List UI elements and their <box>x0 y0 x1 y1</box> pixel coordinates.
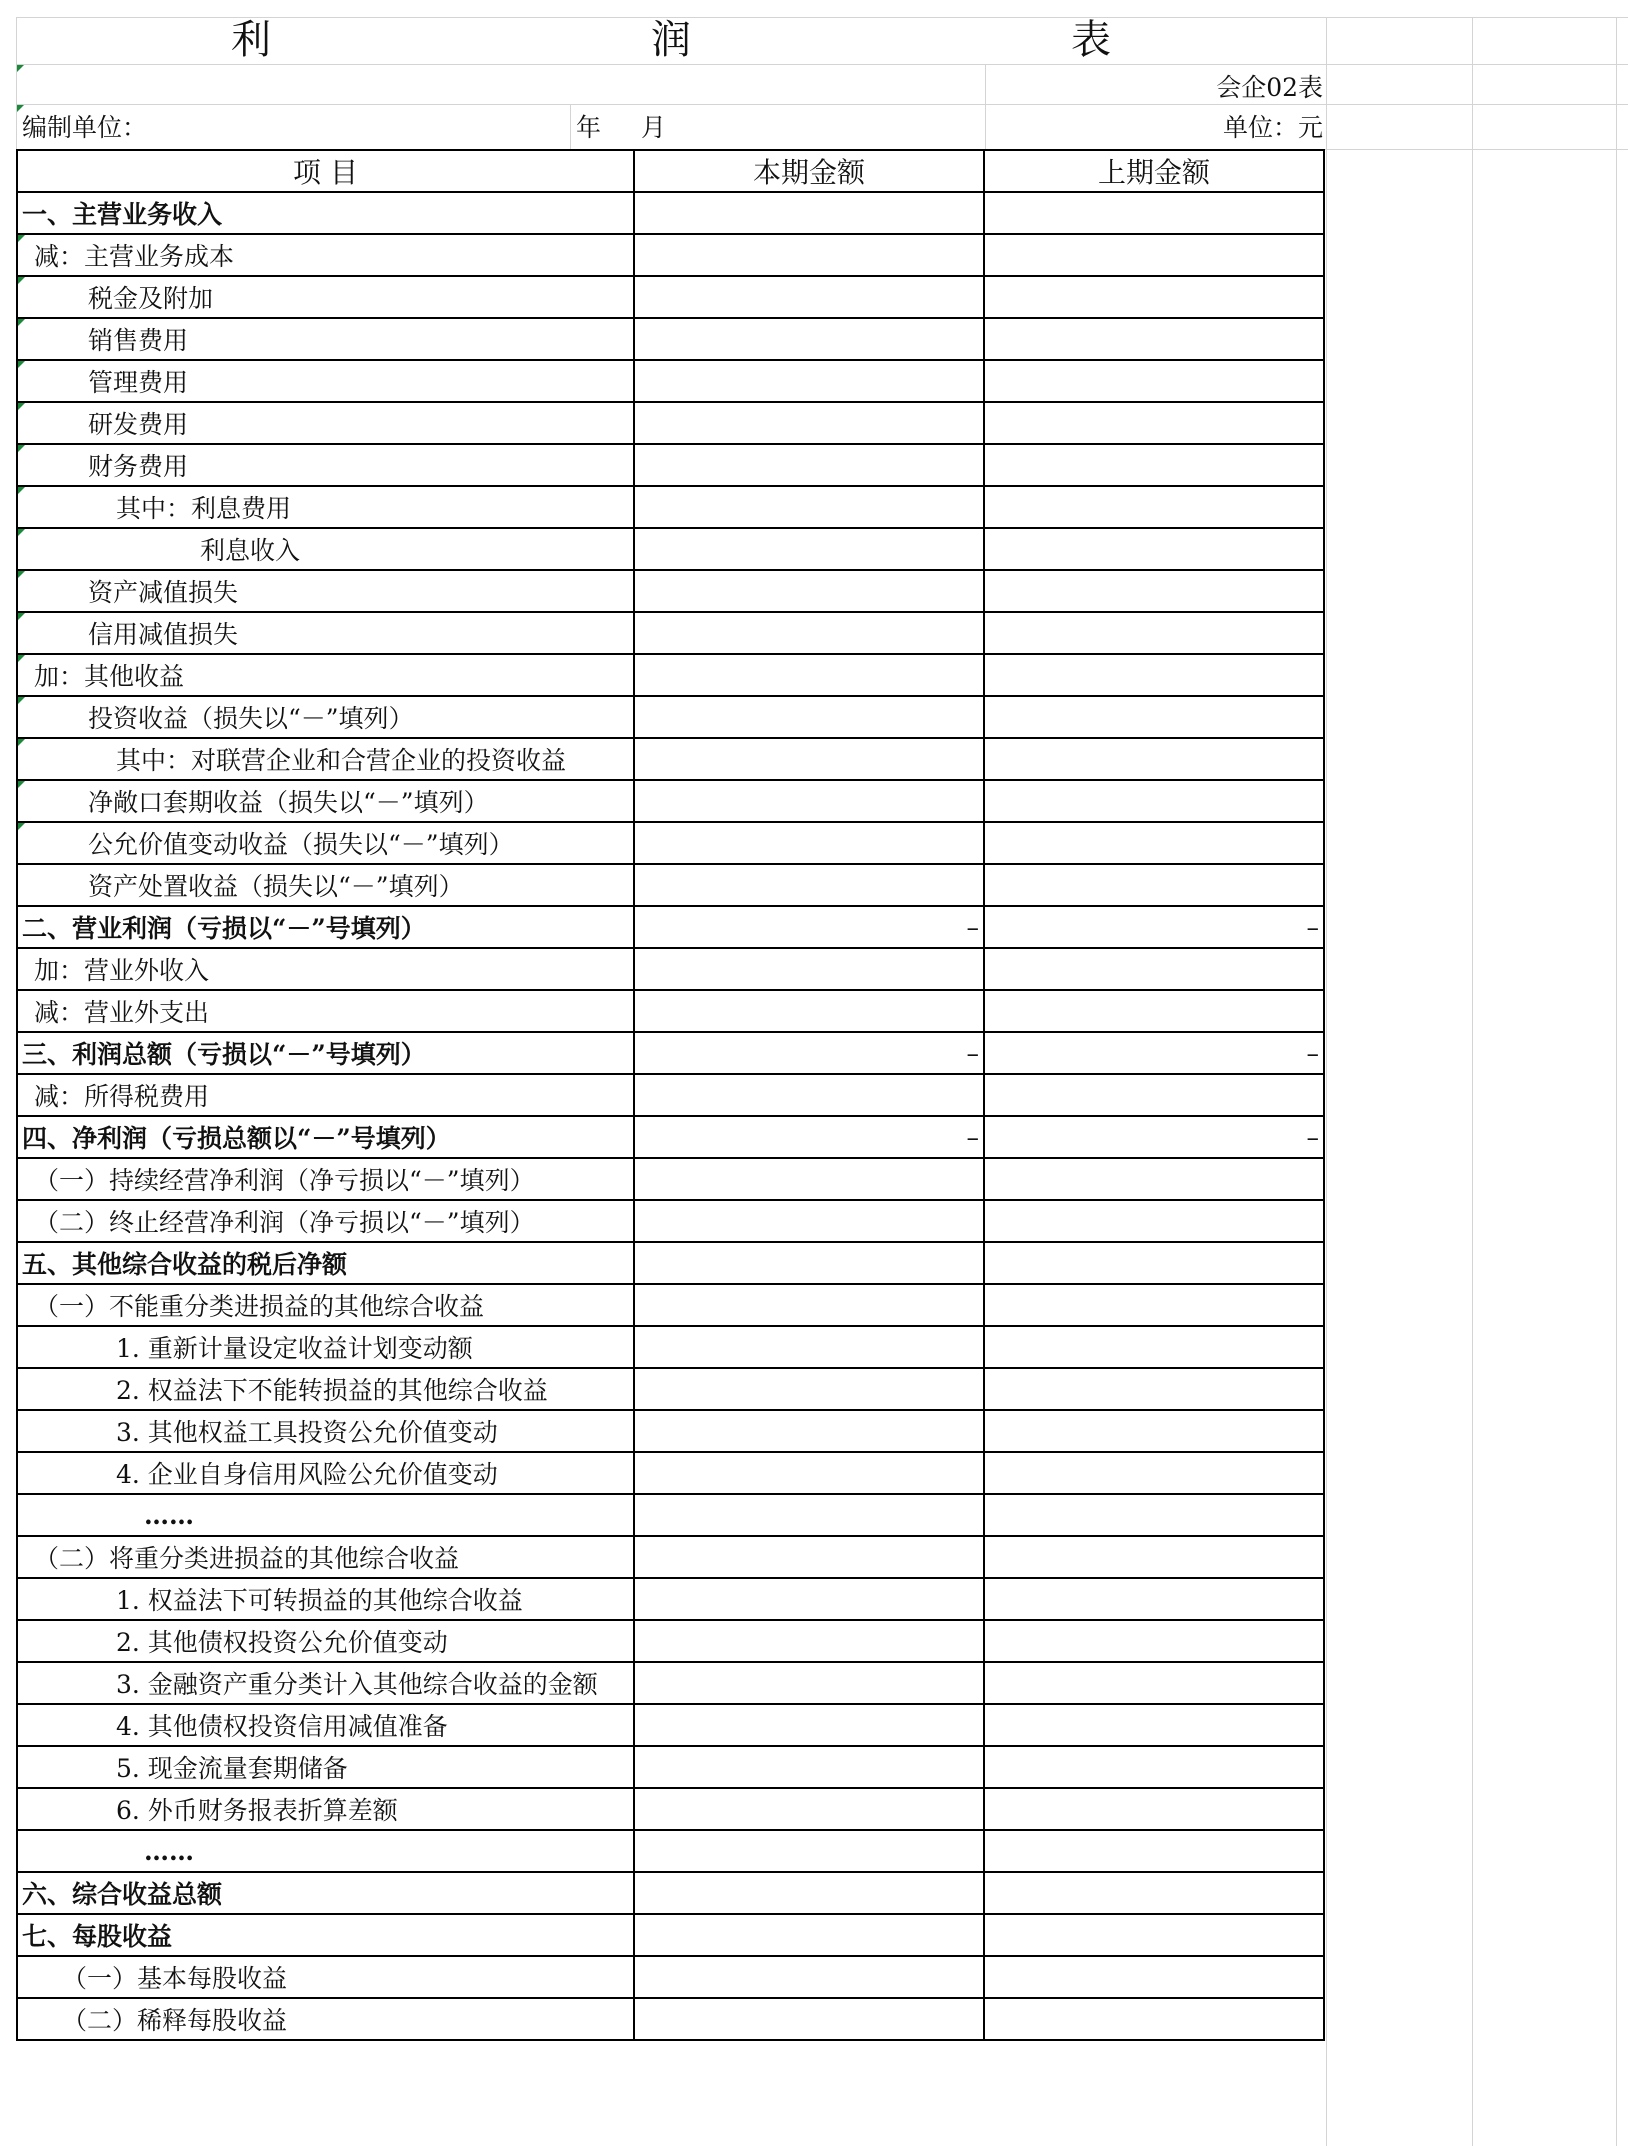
previous-amount-cell[interactable] <box>984 1074 1324 1116</box>
row-label: （二）终止经营净利润（净亏损以“－”填列） <box>34 1208 535 1237</box>
table-row <box>17 192 1324 234</box>
row-label: 1. 权益法下可转损益的其他综合收益 <box>116 1586 523 1615</box>
table-row <box>17 360 1324 402</box>
row-label: 减：主营业务成本 <box>34 242 235 271</box>
row-label: 5. 现金流量套期储备 <box>116 1754 348 1783</box>
previous-amount-cell[interactable] <box>984 1956 1324 1998</box>
previous-amount-cell[interactable]: – <box>984 1116 1324 1158</box>
row-label: （一）基本每股收益 <box>62 1964 288 1993</box>
current-amount-cell[interactable] <box>634 1830 984 1872</box>
table-row <box>17 990 1324 1032</box>
current-amount-cell[interactable] <box>634 1872 984 1914</box>
gridline <box>1472 17 1473 2146</box>
previous-amount-cell[interactable]: – <box>984 1032 1324 1074</box>
row-label: （二）稀释每股收益 <box>62 2006 288 2035</box>
row-label-cell[interactable] <box>17 1452 634 1494</box>
row-label-cell[interactable] <box>17 822 634 864</box>
row-label-cell[interactable] <box>17 1494 634 1536</box>
current-amount-cell[interactable] <box>634 1704 984 1746</box>
previous-amount-cell[interactable] <box>984 1578 1324 1620</box>
header-row <box>17 150 1324 192</box>
current-amount-cell[interactable] <box>634 1242 984 1284</box>
row-label: 资产减值损失 <box>88 578 239 607</box>
row-label-cell[interactable] <box>17 1998 634 2040</box>
previous-amount-cell[interactable] <box>984 234 1324 276</box>
row-label-cell[interactable] <box>17 1746 634 1788</box>
table-row <box>17 1116 1324 1158</box>
previous-amount-cell[interactable] <box>984 1872 1324 1914</box>
row-label: 公允价值变动收益（损失以“－”填列） <box>88 830 514 859</box>
row-label: 五、其他综合收益的税后净额 <box>22 1250 348 1279</box>
current-amount-cell[interactable] <box>634 864 984 906</box>
table-row <box>17 738 1324 780</box>
row-label: 三、利润总额（亏损以“－”号填列） <box>22 1040 426 1069</box>
table-row <box>17 696 1324 738</box>
current-amount-cell[interactable] <box>634 1452 984 1494</box>
previous-amount-cell[interactable] <box>984 192 1324 234</box>
current-amount-cell[interactable] <box>634 276 984 318</box>
row-label-cell[interactable] <box>17 864 634 906</box>
previous-amount-cell[interactable] <box>984 1284 1324 1326</box>
table-row <box>17 1158 1324 1200</box>
previous-amount-cell[interactable] <box>984 990 1324 1032</box>
row-label-cell[interactable] <box>17 360 634 402</box>
current-amount-cell[interactable] <box>634 1536 984 1578</box>
row-label-cell[interactable] <box>17 1284 634 1326</box>
previous-amount-cell[interactable] <box>984 444 1324 486</box>
previous-amount-cell[interactable] <box>984 1242 1324 1284</box>
table-row <box>17 570 1324 612</box>
table-row <box>17 864 1324 906</box>
previous-amount-cell[interactable] <box>984 486 1324 528</box>
previous-amount-cell[interactable] <box>984 1620 1324 1662</box>
table-row <box>17 486 1324 528</box>
table-row <box>17 528 1324 570</box>
table-row <box>17 276 1324 318</box>
table-row <box>17 1368 1324 1410</box>
row-label-cell[interactable] <box>17 1620 634 1662</box>
previous-amount-cell[interactable] <box>984 402 1324 444</box>
previous-amount-cell[interactable] <box>984 948 1324 990</box>
previous-amount-cell[interactable] <box>984 1998 1324 2040</box>
previous-amount-cell[interactable] <box>984 1914 1324 1956</box>
current-amount-cell[interactable] <box>634 360 984 402</box>
previous-amount-cell[interactable] <box>984 1704 1324 1746</box>
row-label-cell[interactable] <box>17 1200 634 1242</box>
gridline <box>16 64 1628 65</box>
column-header-current: 本期金额 <box>634 150 984 192</box>
cell-marker <box>17 65 24 72</box>
previous-amount-cell[interactable] <box>984 1158 1324 1200</box>
gridline <box>1326 17 1327 2146</box>
current-amount-cell[interactable]: – <box>634 906 984 948</box>
table-row <box>17 1872 1324 1914</box>
row-label-cell[interactable] <box>17 738 634 780</box>
row-label: 3. 其他权益工具投资公允价值变动 <box>116 1418 498 1447</box>
current-amount-cell[interactable] <box>634 1284 984 1326</box>
row-label-cell[interactable] <box>17 402 634 444</box>
row-label-cell[interactable] <box>17 990 634 1032</box>
cell-marker <box>18 277 25 284</box>
row-label-cell[interactable] <box>17 486 634 528</box>
row-label: 加：其他收益 <box>34 662 185 691</box>
row-label: …… <box>144 1500 194 1530</box>
row-label: （一）持续经营净利润（净亏损以“－”填列） <box>34 1166 535 1195</box>
table-row <box>17 822 1324 864</box>
table-row <box>17 1662 1324 1704</box>
row-label: 6. 外币财务报表折算差额 <box>116 1796 398 1825</box>
row-label: 销售费用 <box>88 326 189 355</box>
current-amount-cell[interactable] <box>634 822 984 864</box>
previous-amount-cell[interactable] <box>984 1746 1324 1788</box>
previous-amount-cell[interactable] <box>984 864 1324 906</box>
row-label-cell[interactable] <box>17 696 634 738</box>
previous-amount-cell[interactable] <box>984 738 1324 780</box>
previous-amount-cell[interactable] <box>984 1662 1324 1704</box>
current-amount-cell[interactable] <box>634 612 984 654</box>
previous-amount-cell[interactable] <box>984 318 1324 360</box>
current-amount-cell[interactable] <box>634 696 984 738</box>
previous-amount-cell[interactable] <box>984 360 1324 402</box>
month-label: 月 <box>641 113 667 142</box>
row-label: 一、主营业务收入 <box>22 200 223 229</box>
row-label: 4. 企业自身信用风险公允价值变动 <box>116 1460 498 1489</box>
row-label-cell[interactable] <box>17 1914 634 1956</box>
current-amount-cell[interactable] <box>634 1074 984 1116</box>
current-amount-cell[interactable] <box>634 1158 984 1200</box>
row-label-cell[interactable] <box>17 780 634 822</box>
table-row <box>17 1746 1324 1788</box>
cell-marker <box>18 403 25 410</box>
row-label-cell[interactable] <box>17 1410 634 1452</box>
table-row <box>17 1620 1324 1662</box>
row-label-cell[interactable] <box>17 1536 634 1578</box>
current-amount-cell[interactable] <box>634 1956 984 1998</box>
row-label: 加：营业外收入 <box>34 956 210 985</box>
current-amount-cell[interactable] <box>634 486 984 528</box>
gridline <box>570 104 571 149</box>
previous-amount-cell[interactable] <box>984 654 1324 696</box>
current-amount-cell[interactable] <box>634 948 984 990</box>
row-label: 管理费用 <box>88 368 189 397</box>
cell-marker <box>18 235 25 242</box>
table-row <box>17 780 1324 822</box>
row-label: 2. 其他债权投资公允价值变动 <box>116 1628 448 1657</box>
row-label-cell[interactable] <box>17 1032 634 1074</box>
row-label: 净敞口套期收益（损失以“－”填列） <box>88 788 489 817</box>
table-row <box>17 1494 1324 1536</box>
row-label: 其中：对联营企业和合营企业的投资收益 <box>116 746 567 775</box>
table-row <box>17 1704 1324 1746</box>
cell-marker <box>18 739 25 746</box>
current-amount-cell[interactable] <box>634 1662 984 1704</box>
row-label: 七、每股收益 <box>22 1922 173 1951</box>
previous-amount-cell[interactable] <box>984 1200 1324 1242</box>
current-amount-cell[interactable]: – <box>634 1116 984 1158</box>
row-label-cell[interactable] <box>17 1956 634 1998</box>
current-amount-cell[interactable] <box>634 402 984 444</box>
cell-marker <box>18 319 25 326</box>
form-code: 会企02表 <box>1216 73 1323 102</box>
cell-marker <box>18 445 25 452</box>
table-row <box>17 1914 1324 1956</box>
compiler-label: 编制单位： <box>22 113 148 142</box>
row-label-cell[interactable] <box>17 612 634 654</box>
column-header-item: 项 目 <box>17 150 634 192</box>
table-row <box>17 1452 1324 1494</box>
row-label-cell[interactable] <box>17 948 634 990</box>
table-row <box>17 402 1324 444</box>
gridline <box>1616 17 1617 2146</box>
row-label-cell[interactable] <box>17 1242 634 1284</box>
table-row <box>17 1284 1324 1326</box>
cell-marker <box>18 529 25 536</box>
unit-label: 单位：元 <box>1222 113 1323 142</box>
cell-marker <box>18 613 25 620</box>
table-row <box>17 1326 1324 1368</box>
row-label-cell[interactable] <box>17 1368 634 1410</box>
cell-marker <box>18 781 25 788</box>
previous-amount-cell[interactable] <box>984 780 1324 822</box>
table-row <box>17 906 1324 948</box>
row-label-cell[interactable] <box>17 276 634 318</box>
current-amount-cell[interactable] <box>634 1788 984 1830</box>
table-row <box>17 612 1324 654</box>
row-label-cell[interactable] <box>17 444 634 486</box>
table-row <box>17 1074 1324 1116</box>
gridline <box>16 104 1628 105</box>
current-amount-cell[interactable] <box>634 1998 984 2040</box>
column-header-previous: 上期金额 <box>984 150 1324 192</box>
table-row <box>17 318 1324 360</box>
row-label-cell[interactable] <box>17 570 634 612</box>
row-label: 六、综合收益总额 <box>22 1880 223 1909</box>
previous-amount-cell[interactable] <box>984 696 1324 738</box>
previous-amount-cell[interactable] <box>984 822 1324 864</box>
current-amount-cell[interactable] <box>634 1746 984 1788</box>
current-amount-cell[interactable] <box>634 1200 984 1242</box>
current-amount-cell[interactable] <box>634 780 984 822</box>
previous-amount-cell[interactable] <box>984 528 1324 570</box>
row-label-cell[interactable] <box>17 192 634 234</box>
row-label-cell[interactable] <box>17 318 634 360</box>
sheet-title: 利 润 表 <box>231 17 1211 63</box>
year-label: 年 <box>576 113 602 142</box>
cell-marker <box>18 697 25 704</box>
table-row <box>17 948 1324 990</box>
current-amount-cell[interactable] <box>634 738 984 780</box>
row-label: 其中：利息费用 <box>116 494 292 523</box>
previous-amount-cell[interactable] <box>984 1410 1324 1452</box>
previous-amount-cell[interactable] <box>984 1494 1324 1536</box>
cell-marker <box>18 487 25 494</box>
table-row <box>17 1788 1324 1830</box>
previous-amount-cell[interactable] <box>984 1368 1324 1410</box>
previous-amount-cell[interactable] <box>984 1452 1324 1494</box>
table-row <box>17 444 1324 486</box>
row-label: 4. 其他债权投资信用减值准备 <box>116 1712 448 1741</box>
table-row <box>17 654 1324 696</box>
current-amount-cell[interactable] <box>634 528 984 570</box>
row-label: 信用减值损失 <box>88 620 239 649</box>
table-row <box>17 1032 1324 1074</box>
previous-amount-cell[interactable]: – <box>984 906 1324 948</box>
table-row <box>17 234 1324 276</box>
row-label-cell[interactable] <box>17 1788 634 1830</box>
current-amount-cell[interactable] <box>634 1368 984 1410</box>
previous-amount-cell[interactable] <box>984 612 1324 654</box>
previous-amount-cell[interactable] <box>984 1536 1324 1578</box>
row-label-cell[interactable] <box>17 234 634 276</box>
current-amount-cell[interactable] <box>634 990 984 1032</box>
row-label-cell[interactable] <box>17 1830 634 1872</box>
current-amount-cell[interactable] <box>634 234 984 276</box>
current-amount-cell[interactable] <box>634 1410 984 1452</box>
current-amount-cell[interactable] <box>634 318 984 360</box>
row-label-cell[interactable] <box>17 654 634 696</box>
row-label-cell[interactable] <box>17 906 634 948</box>
table-row <box>17 1998 1324 2040</box>
row-label-cell[interactable] <box>17 1158 634 1200</box>
row-label: 3. 金融资产重分类计入其他综合收益的金额 <box>116 1670 598 1699</box>
previous-amount-cell[interactable] <box>984 1326 1324 1368</box>
table-row <box>17 1536 1324 1578</box>
table-row <box>17 1242 1324 1284</box>
row-label-cell[interactable] <box>17 1116 634 1158</box>
row-label: 税金及附加 <box>88 284 214 313</box>
row-label-cell[interactable] <box>17 1326 634 1368</box>
row-label: …… <box>144 1836 194 1866</box>
previous-amount-cell[interactable] <box>984 1788 1324 1830</box>
cell-marker <box>18 361 25 368</box>
row-label-cell[interactable] <box>17 528 634 570</box>
table-row <box>17 1200 1324 1242</box>
current-amount-cell[interactable] <box>634 654 984 696</box>
row-label-cell[interactable] <box>17 1704 634 1746</box>
table-row <box>17 1956 1324 1998</box>
row-label: 二、营业利润（亏损以“－”号填列） <box>22 914 426 943</box>
table-row <box>17 1410 1324 1452</box>
row-label: 2. 权益法下不能转损益的其他综合收益 <box>116 1376 548 1405</box>
row-label: 投资收益（损失以“－”填列） <box>88 704 414 733</box>
row-label: 资产处置收益（损失以“－”填列） <box>88 872 464 901</box>
table-row <box>17 1578 1324 1620</box>
previous-amount-cell[interactable] <box>984 570 1324 612</box>
current-amount-cell[interactable] <box>634 192 984 234</box>
cell-marker <box>18 571 25 578</box>
row-label: 财务费用 <box>88 452 189 481</box>
previous-amount-cell[interactable] <box>984 1830 1324 1872</box>
row-label-cell[interactable] <box>17 1578 634 1620</box>
current-amount-cell[interactable] <box>634 570 984 612</box>
gridline <box>985 64 986 149</box>
current-amount-cell[interactable] <box>634 1578 984 1620</box>
row-label: 减：所得税费用 <box>34 1082 210 1111</box>
row-label: 四、净利润（亏损总额以“－”号填列） <box>22 1124 451 1153</box>
table-row <box>17 1830 1324 1872</box>
current-amount-cell[interactable]: – <box>634 1032 984 1074</box>
current-amount-cell[interactable] <box>634 1494 984 1536</box>
row-label-cell[interactable] <box>17 1662 634 1704</box>
row-label: 研发费用 <box>88 410 189 439</box>
current-amount-cell[interactable] <box>634 444 984 486</box>
current-amount-cell[interactable] <box>634 1914 984 1956</box>
income-statement-table <box>16 149 1325 2041</box>
cell-marker <box>18 655 25 662</box>
row-label: （一）不能重分类进损益的其他综合收益 <box>34 1292 485 1321</box>
current-amount-cell[interactable] <box>634 1620 984 1662</box>
row-label-cell[interactable] <box>17 1872 634 1914</box>
previous-amount-cell[interactable] <box>984 276 1324 318</box>
row-label: 1. 重新计量设定收益计划变动额 <box>116 1334 473 1363</box>
current-amount-cell[interactable] <box>634 1326 984 1368</box>
row-label: 利息收入 <box>200 536 301 565</box>
row-label: 减：营业外支出 <box>34 998 210 1027</box>
cell-marker <box>18 823 25 830</box>
row-label: （二）将重分类进损益的其他综合收益 <box>34 1544 460 1573</box>
row-label-cell[interactable] <box>17 1074 634 1116</box>
